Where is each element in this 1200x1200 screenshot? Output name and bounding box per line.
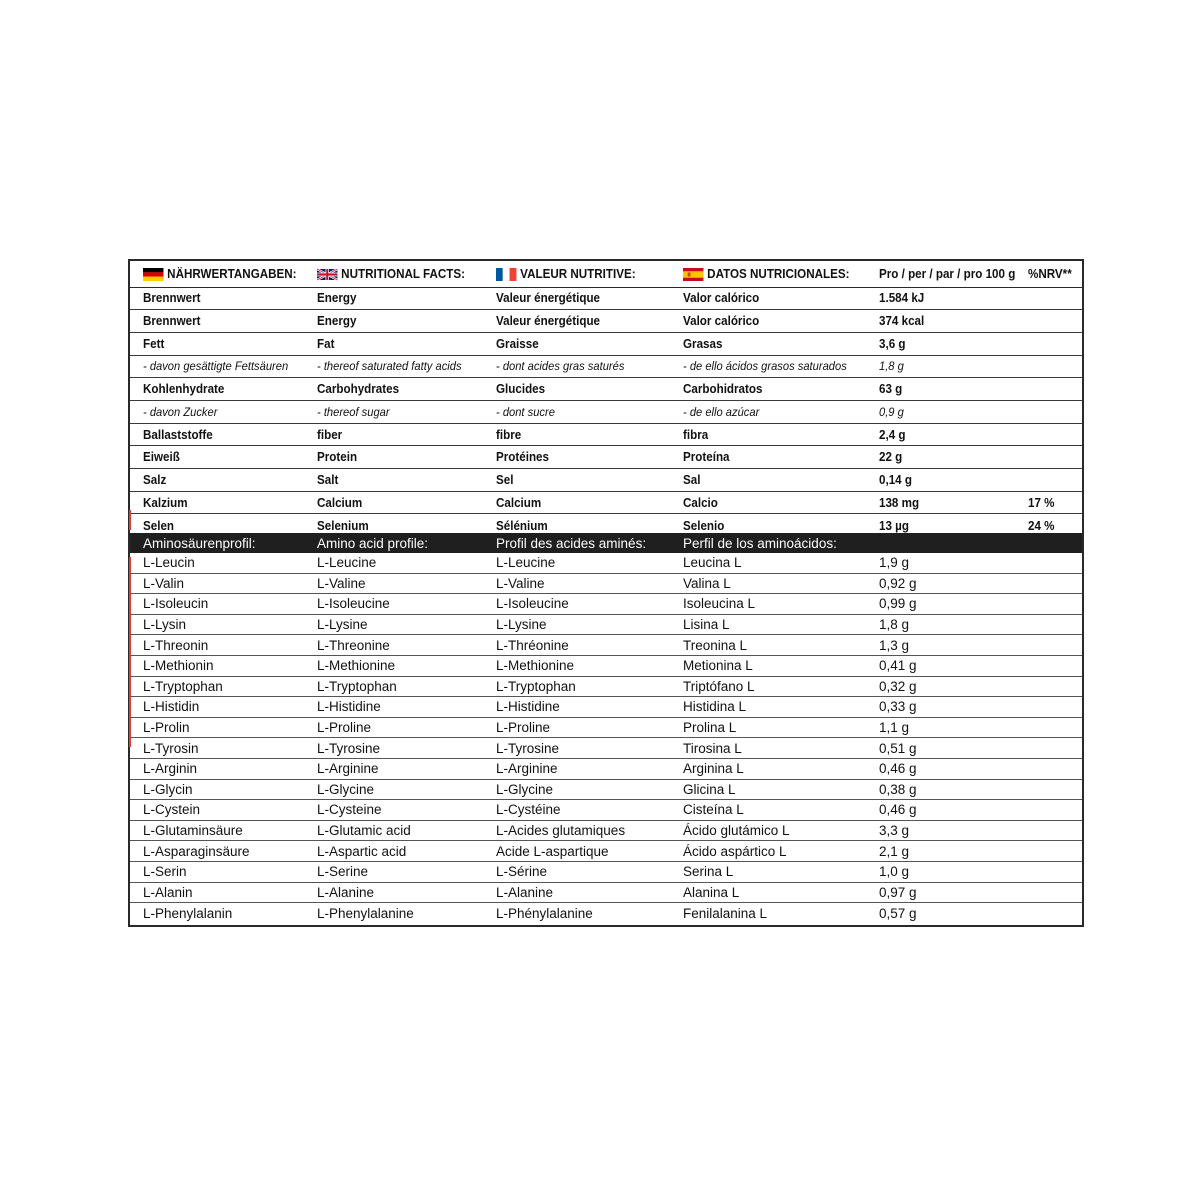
amino-cell-en: L-Isoleucine: [317, 596, 390, 612]
amino-cell-fr: Acide L-aspartique: [496, 843, 609, 859]
nutrition-cell-nrv: 17 %: [1028, 495, 1055, 510]
amino-cell-fr: L-Cystéine: [496, 802, 561, 818]
table-header: [130, 261, 1082, 288]
amino-row: [130, 759, 1082, 780]
nutrition-cell-value: 3,6 g: [879, 336, 906, 351]
nutrition-cell-es: Sal: [683, 472, 701, 487]
amino-cell-de: L-Prolin: [143, 720, 190, 736]
nutrition-cell-nrv: [1028, 469, 1075, 491]
amino-cell-de: L-Cystein: [143, 802, 201, 818]
nutrition-cell-nrv: [1028, 310, 1075, 332]
amino-row: [130, 780, 1082, 801]
nutrition-cell-value: 0,14 g: [879, 472, 912, 487]
nutrition-cell-fr: Valeur énergétique: [496, 291, 601, 306]
amino-cell-de: L-Glycin: [143, 781, 193, 797]
amino-cell-en: L-Valine: [317, 575, 366, 591]
amino-cell-es: Serina L: [683, 864, 734, 880]
nutrition-cell-de: - davon gesättigte Fettsäuren: [143, 359, 289, 374]
nutrition-cell-es: Calcio: [683, 495, 718, 510]
nutrition-cell-en: Energy: [317, 314, 357, 329]
amino-cell-es: Glicina L: [683, 781, 736, 797]
amino-row: [130, 718, 1082, 739]
nutrition-row: [130, 469, 1082, 492]
amino-header-fr: Profil des acides aminés:: [496, 535, 647, 551]
amino-header-de: Aminosäurenprofil:: [143, 535, 256, 551]
amino-cell-fr: L-Thréonine: [496, 637, 569, 653]
amino-cell-value: 0,32 g: [879, 678, 917, 694]
header-es: DATOS NUTRICIONALES:: [707, 267, 850, 281]
amino-cell-en: L-Tyrosine: [317, 740, 381, 756]
amino-cell-en: L-Tryptophan: [317, 678, 397, 694]
nutrition-cell-de: Ballaststoffe: [143, 427, 213, 442]
amino-row: [130, 862, 1082, 883]
nutrition-cell-en: Carbohydrates: [317, 382, 400, 397]
nutrition-cell-en: Calcium: [317, 495, 363, 510]
amino-header-en: Amino acid profile:: [317, 535, 429, 551]
amino-row: [130, 635, 1082, 656]
nutrition-cell-nrv: [1028, 401, 1075, 423]
amino-cell-value: 0,99 g: [879, 596, 917, 612]
header-per: Pro / per / par / pro 100 g: [879, 267, 1016, 281]
amino-cell-en: L-Leucine: [317, 555, 377, 571]
amino-cell-value: 0,57 g: [879, 905, 917, 921]
spanish-flag-icon: [683, 268, 703, 281]
amino-cell-es: Tirosina L: [683, 740, 742, 756]
nutrition-cell-value: 1.584 kJ: [879, 291, 925, 306]
nutrition-cell-value: 1,8 g: [879, 359, 904, 374]
amino-row: [130, 800, 1082, 821]
amino-cell-value: 0,41 g: [879, 658, 917, 674]
nutrition-cell-en: Fat: [317, 336, 335, 351]
german-flag-icon: [143, 268, 163, 281]
amino-cell-es: Isoleucina L: [683, 596, 756, 612]
amino-cell-es: Arginina L: [683, 761, 744, 777]
amino-cell-value: 0,97 g: [879, 884, 917, 900]
nutrition-cell-es: Carbohidratos: [683, 382, 763, 397]
amino-cell-de: L-Lysin: [143, 617, 187, 633]
amino-cell-es: Alanina L: [683, 884, 740, 900]
amino-cell-value: 0,46 g: [879, 802, 917, 818]
amino-cell-value: 1,3 g: [879, 637, 910, 653]
amino-cell-es: Fenilalanina L: [683, 905, 768, 921]
nutrition-cell-value: 2,4 g: [879, 427, 906, 442]
nutrition-cell-de: Brennwert: [143, 314, 201, 329]
nutrition-cell-es: - de ello ácidos grasos saturados: [683, 359, 847, 374]
nutrition-cell-es: Valor calórico: [683, 314, 760, 329]
amino-cell-en: L-Proline: [317, 720, 372, 736]
amino-cell-es: Ácido aspártico L: [683, 843, 787, 859]
nutrition-row: [130, 424, 1082, 447]
nutrition-row: [130, 356, 1082, 379]
nutrition-row: [130, 401, 1082, 424]
amino-cell-es: Triptófano L: [683, 678, 755, 694]
amino-cell-de: L-Isoleucin: [143, 596, 209, 612]
amino-cell-value: 1,8 g: [879, 617, 910, 633]
nutrition-cell-fr: Graisse: [496, 336, 539, 351]
nutrition-cell-en: - thereof saturated fatty acids: [317, 359, 462, 374]
amino-cell-en: L-Serine: [317, 864, 369, 880]
nutrition-cell-en: Salt: [317, 472, 339, 487]
amino-cell-es: Lisina L: [683, 617, 730, 633]
amino-row: [130, 883, 1082, 904]
amino-cell-fr: L-Glycine: [496, 781, 554, 797]
amino-cell-fr: L-Sérine: [496, 864, 548, 880]
amino-cell-value: 0,38 g: [879, 781, 917, 797]
french-flag-icon: [496, 268, 516, 281]
amino-cell-de: L-Serin: [143, 864, 187, 880]
nutrition-cell-fr: Valeur énergétique: [496, 314, 601, 329]
amino-cell-fr: L-Valine: [496, 575, 545, 591]
amino-cell-fr: L-Lysine: [496, 617, 547, 633]
nutrition-cell-nrv: [1028, 446, 1075, 468]
amino-row: [130, 738, 1082, 759]
nutrition-cell-de: - davon Zucker: [143, 404, 218, 419]
amino-cell-de: L-Arginin: [143, 761, 198, 777]
amino-cell-value: 0,33 g: [879, 699, 917, 715]
nutrition-cell-fr: - dont sucre: [496, 404, 555, 419]
amino-cell-en: L-Methionine: [317, 658, 396, 674]
amino-cell-de: L-Tryptophan: [143, 678, 223, 694]
nutrition-facts-table: [128, 259, 1084, 927]
amino-cell-fr: L-Tyrosine: [496, 740, 560, 756]
amino-cell-de: L-Tyrosin: [143, 740, 199, 756]
amino-header-es: Perfil de los aminoácidos:: [683, 535, 837, 551]
amino-row: [130, 594, 1082, 615]
nutrition-cell-en: fiber: [317, 427, 343, 442]
amino-row: [130, 615, 1082, 636]
amino-cell-fr: L-Acides glutamiques: [496, 823, 626, 839]
header-fr: VALEUR NUTRITIVE:: [520, 267, 636, 281]
nutrition-row: [130, 288, 1082, 311]
nutrition-cell-value: 0,9 g: [879, 404, 904, 419]
amino-cell-value: 0,92 g: [879, 575, 917, 591]
nutrition-cell-de: Eiweiß: [143, 450, 180, 465]
amino-cell-de: L-Threonin: [143, 637, 209, 653]
nutrition-cell-de: Kalzium: [143, 495, 188, 510]
amino-cell-de: L-Leucin: [143, 555, 195, 571]
amino-cell-en: L-Glycine: [317, 781, 375, 797]
amino-cell-value: 1,0 g: [879, 864, 910, 880]
amino-cell-de: L-Methionin: [143, 658, 214, 674]
amino-row: [130, 841, 1082, 862]
amino-cell-es: Cisteína L: [683, 802, 744, 818]
nutrition-cell-nrv: [1028, 288, 1075, 310]
amino-cell-en: L-Alanine: [317, 884, 375, 900]
amino-cell-fr: L-Isoleucine: [496, 596, 569, 612]
nutrition-cell-de: Fett: [143, 336, 165, 351]
nutrition-cell-nrv: [1028, 378, 1075, 400]
amino-cell-fr: L-Methionine: [496, 658, 575, 674]
amino-cell-es: Treonina L: [683, 637, 748, 653]
amino-row: [130, 821, 1082, 842]
amino-cell-value: 2,1 g: [879, 843, 910, 859]
amino-cell-en: L-Glutamic acid: [317, 823, 411, 839]
nutrition-cell-fr: Protéines: [496, 450, 549, 465]
nutrition-cell-es: - de ello azúcar: [683, 404, 760, 419]
nutrition-cell-en: Protein: [317, 450, 358, 465]
amino-cell-de: L-Glutaminsäure: [143, 823, 243, 839]
amino-cell-en: L-Histidine: [317, 699, 381, 715]
amino-row: [130, 903, 1082, 924]
nutrition-cell-es: fibra: [683, 427, 709, 442]
nutrition-cell-nrv: [1028, 356, 1075, 378]
nutrition-cell-en: Energy: [317, 291, 357, 306]
nutrition-cell-es: Valor calórico: [683, 291, 760, 306]
amino-cell-es: Histidina L: [683, 699, 747, 715]
nutrition-cell-nrv: 24 %: [1028, 518, 1055, 533]
amino-cell-fr: L-Alanine: [496, 884, 554, 900]
nutrition-cell-nrv: [1028, 424, 1075, 446]
amino-cell-value: 3,3 g: [879, 823, 910, 839]
nutrition-cell-fr: fibre: [496, 427, 522, 442]
nutrition-cell-fr: Glucides: [496, 382, 546, 397]
red-edge-mark: [129, 557, 131, 747]
nutrition-cell-value: 374 kcal: [879, 314, 925, 329]
amino-row: [130, 656, 1082, 677]
nutrition-cell-fr: Calcium: [496, 495, 542, 510]
nutrition-row: [130, 310, 1082, 333]
nutrition-cell-de: Selen: [143, 518, 175, 533]
nutrition-row: [130, 446, 1082, 469]
nutrition-cell-de: Salz: [143, 472, 167, 487]
amino-cell-es: Metionina L: [683, 658, 753, 674]
amino-cell-en: L-Lysine: [317, 617, 368, 633]
nutrition-cell-en: Selenium: [317, 518, 369, 533]
amino-cell-de: L-Alanin: [143, 884, 193, 900]
amino-row: [130, 553, 1082, 574]
amino-row: [130, 574, 1082, 595]
amino-cell-es: Ácido glutámico L: [683, 823, 790, 839]
header-en: NUTRITIONAL FACTS:: [341, 267, 465, 281]
amino-cell-value: 1,1 g: [879, 720, 910, 736]
amino-cell-de: L-Asparaginsäure: [143, 843, 250, 859]
amino-cell-value: 1,9 g: [879, 555, 910, 571]
nutrition-cell-nrv: [1028, 333, 1075, 355]
amino-cell-fr: L-Histidine: [496, 699, 560, 715]
nutrition-cell-value: 63 g: [879, 382, 903, 397]
nutrition-cell-en: - thereof sugar: [317, 404, 390, 419]
nutrition-cell-fr: Sel: [496, 472, 514, 487]
red-edge-mark: [129, 510, 131, 530]
nutrition-cell-value: 22 g: [879, 450, 903, 465]
amino-cell-fr: L-Phénylalanine: [496, 905, 593, 921]
amino-cell-fr: L-Arginine: [496, 761, 558, 777]
amino-row: [130, 677, 1082, 698]
nutrition-cell-value: 13 µg: [879, 518, 909, 533]
amino-cell-en: L-Cysteine: [317, 802, 382, 818]
amino-cell-en: L-Aspartic acid: [317, 843, 407, 859]
amino-cell-en: L-Threonine: [317, 637, 390, 653]
nutrition-cell-fr: Sélénium: [496, 518, 548, 533]
amino-acid-header: [130, 533, 1082, 553]
amino-cell-fr: L-Tryptophan: [496, 678, 576, 694]
nutrition-row: [130, 492, 1082, 515]
nutrition-cell-es: Grasas: [683, 336, 723, 351]
amino-cell-fr: L-Leucine: [496, 555, 556, 571]
uk-flag-icon: [317, 268, 337, 281]
nutrition-cell-es: Proteína: [683, 450, 730, 465]
amino-cell-es: Leucina L: [683, 555, 742, 571]
amino-row: [130, 697, 1082, 718]
amino-cell-es: Valina L: [683, 575, 731, 591]
amino-cell-de: L-Valin: [143, 575, 185, 591]
amino-cell-en: L-Arginine: [317, 761, 379, 777]
nutrition-cell-de: Kohlenhydrate: [143, 382, 225, 397]
nutrition-row: [130, 333, 1082, 356]
amino-cell-es: Prolina L: [683, 720, 737, 736]
nutrition-cell-fr: - dont acides gras saturés: [496, 359, 625, 374]
amino-cell-de: L-Histidin: [143, 699, 200, 715]
amino-cell-value: 0,51 g: [879, 740, 917, 756]
nutrition-cell-de: Brennwert: [143, 291, 201, 306]
nutrition-row: [130, 378, 1082, 401]
amino-cell-value: 0,46 g: [879, 761, 917, 777]
amino-cell-fr: L-Proline: [496, 720, 551, 736]
amino-cell-de: L-Phenylalanin: [143, 905, 233, 921]
amino-cell-en: L-Phenylalanine: [317, 905, 414, 921]
header-nrv: %NRV**: [1028, 267, 1072, 281]
header-de: NÄHRWERTANGABEN:: [167, 267, 297, 281]
nutrition-cell-es: Selenio: [683, 518, 725, 533]
nutrition-cell-value: 138 mg: [879, 495, 920, 510]
